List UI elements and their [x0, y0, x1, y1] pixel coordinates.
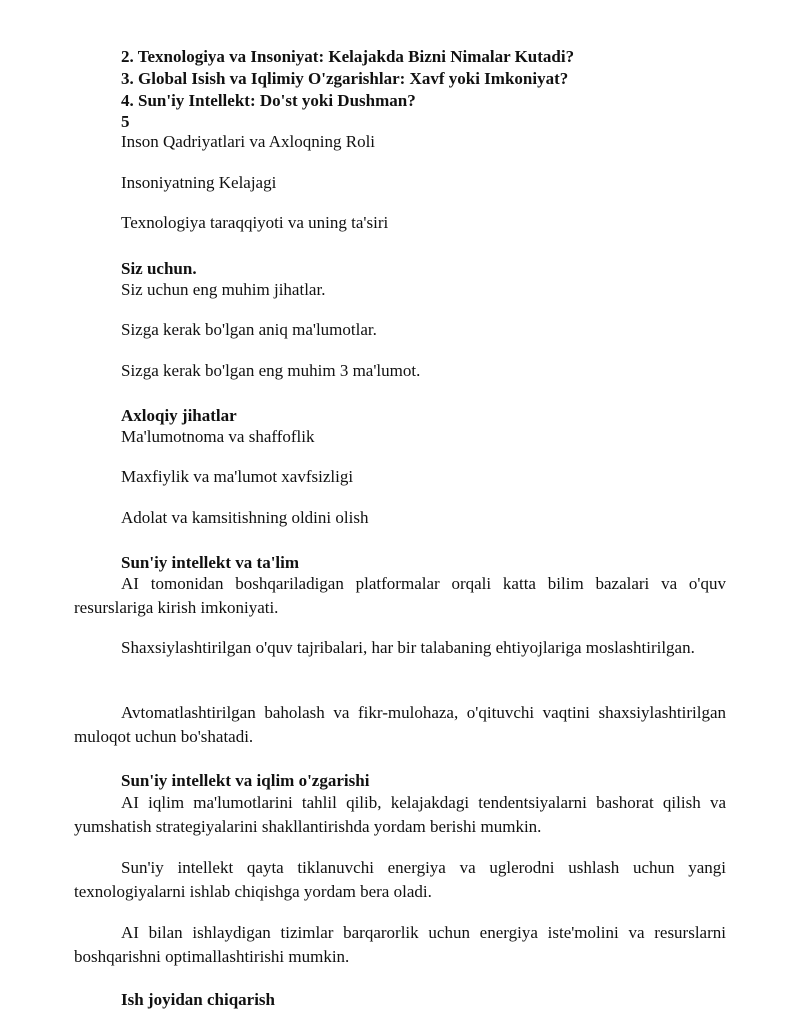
axloqiy-item: Adolat va kamsitishning oldini olish [121, 508, 369, 527]
talim-paragraph: Avtomatlashtirilgan baholash va fikr-mulohaza, o'qituvchi vaqtini shaxsiylashtirilgan muloqot uchun bo'shatadi. [74, 703, 726, 746]
outline-item-4: 4. Sun'iy Intellekt: Do'st yoki Dushman? [121, 91, 416, 110]
section-heading-talim: Sun'iy intellekt va ta'lim [121, 553, 300, 572]
axloqiy-item: Maxfiylik va ma'lumot xavfsizligi [121, 467, 354, 486]
outline-item-5: 5 [121, 112, 130, 131]
siz-uchun-item: Sizga kerak bo'lgan aniq ma'lumotlar. [121, 320, 377, 339]
talim-paragraph: AI tomonidan boshqariladigan platformalar orqali katta bilim bazalari va o'quv resurslariga kirish imkoniyati. [74, 574, 726, 617]
section5-item: Texnologiya taraqqiyoti va uning ta'siri [121, 213, 389, 232]
iqlim-paragraph: Sun'iy intellekt qayta tiklanuvchi energiya va uglerodni ushlash uchun yangi texnologiyalarni ishlab chiqishga yordam bera oladi. [74, 858, 726, 901]
outline-item-2: 2. Texnologiya va Insoniyat: Kelajakda Bizni Nimalar Kutadi? [121, 47, 575, 66]
section-heading-axloqiy: Axloqiy jihatlar [121, 406, 237, 425]
talim-paragraph: Shaxsiylashtirilgan o'quv tajribalari, har bir talabaning ehtiyojlariga moslashtirilgan. [121, 638, 695, 657]
section5-item: Insoniyatning Kelajagi [121, 173, 277, 192]
outline-item-3: 3. Global Isish va Iqlimiy O'zgarishlar: Xavf yoki Imkoniyat? [121, 69, 569, 88]
axloqiy-item: Ma'lumotnoma va shaffoflik [121, 427, 315, 446]
iqlim-paragraph: AI iqlim ma'lumotlarini tahlil qilib, kelajakdagi tendentsiyalarni bashorat qilish va yumshatish strategiyalarini shakllantirishda yordam berishi mumkin. [74, 793, 726, 836]
siz-uchun-item: Sizga kerak bo'lgan eng muhim 3 ma'lumot. [121, 361, 421, 380]
section-heading-siz-uchun: Siz uchun. [121, 259, 197, 278]
iqlim-paragraph: AI bilan ishlaydigan tizimlar barqarorlik uchun energiya iste'molini va resurslarni boshqarishni optimallashtirishi mumkin. [74, 923, 726, 966]
section5-item: Inson Qadriyatlari va Axloqning Roli [121, 132, 376, 151]
section-heading-iqlim: Sun'iy intellekt va iqlim o'zgarishi [121, 771, 370, 790]
siz-uchun-item: Siz uchun eng muhim jihatlar. [121, 280, 326, 299]
section-heading-ish: Ish joyidan chiqarish [121, 990, 275, 1009]
